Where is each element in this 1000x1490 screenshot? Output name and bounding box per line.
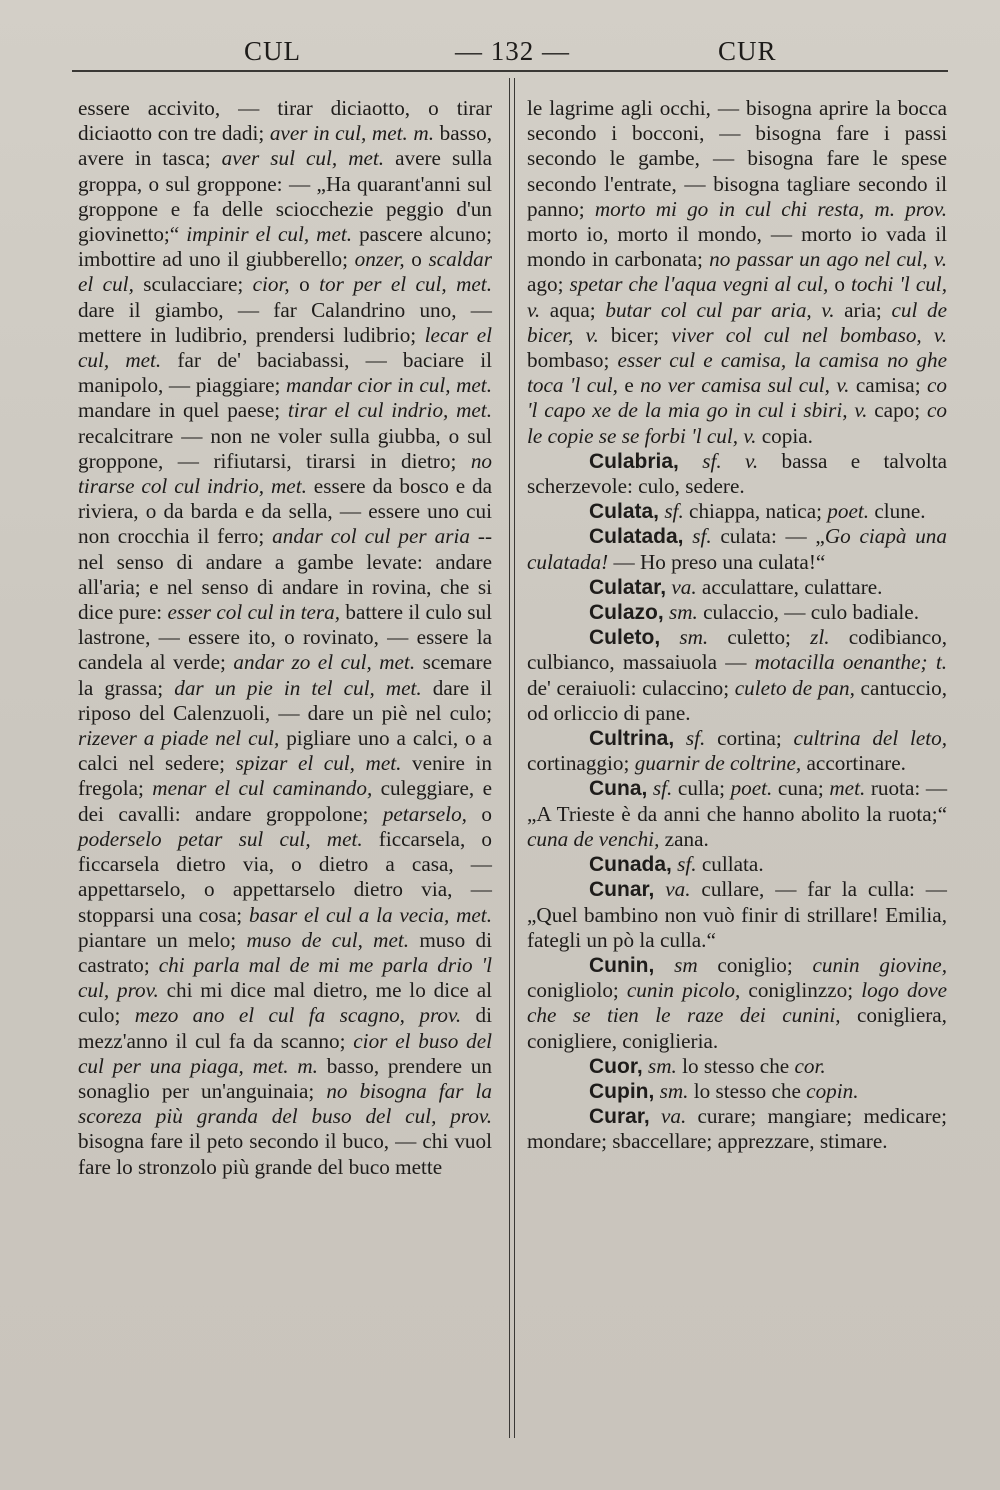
headword: Curar, <box>589 1105 650 1129</box>
text-run: accortinare. <box>801 751 906 776</box>
italic-phrase: Go ciapà una culatada! <box>527 524 947 574</box>
text-run: chi mi dice mal dietro, me lo dice al culo; <box>78 978 492 1028</box>
text-run: — Ho preso una culata!“ <box>608 549 826 574</box>
text-run: morto io, morto il mondo, — morto io vada il mondo in carbonata; <box>527 222 947 272</box>
dictionary-entry <box>527 575 947 600</box>
header-right-guideword: CUR <box>718 36 777 66</box>
italic-phrase: poderselo petar sul cul, met. <box>78 826 363 851</box>
text-run: venire in fregola; <box>78 751 492 801</box>
headword: Culabria, <box>589 449 679 473</box>
text-run: bombaso; <box>527 348 618 373</box>
italic-phrase: tirar el cul indrio, met. <box>287 398 492 423</box>
text-run: battere il culo sul lastrone, — essere ito, o rovinato, — essere la candela al verde; <box>78 600 492 675</box>
italic-phrase: butar col cul par aria, v. <box>605 297 835 322</box>
text-run: copia. <box>756 423 813 448</box>
text-run: scemare la grassa; <box>78 650 493 700</box>
text-run: muso di castrato; <box>78 927 492 977</box>
text-run: lo stesso che <box>676 1053 795 1078</box>
italic-phrase: no passar un ago nel cul, v. <box>709 247 948 272</box>
text-run: essere da bosco e da riviera, o da barda e da sella, — essere uno cui non crocchia il ferro; <box>78 474 493 549</box>
text-run: cuna; <box>772 776 830 801</box>
dictionary-entry <box>527 1054 947 1079</box>
italic-phrase: sf. <box>652 776 673 801</box>
dictionary-entry <box>527 449 947 499</box>
text-run <box>679 449 702 473</box>
text-run: culeggiare, e dei cavalli: andare groppolone; <box>78 776 492 826</box>
italic-phrase: aver sul cul, met. <box>221 146 385 171</box>
text-run: ficcarsela, o ficcarsela dietro via, o dietro a casa, — appettarselo, o appettarselo dietro via, — stopparsi una cosa; <box>78 826 492 927</box>
text-run: culla; <box>672 776 731 801</box>
italic-phrase: scaldar el cul, <box>78 247 492 297</box>
text-run: culetto; <box>708 625 811 650</box>
text-run: bassa e talvolta scherzevole: culo, sedere. <box>527 448 948 499</box>
dictionary-entry <box>527 726 947 776</box>
italic-phrase: basar el cul a la vecia, met. <box>248 902 492 927</box>
text-run: dare il giambo, — far Calandrino uno, — mettere in ludibrio, prendersi ludibrio; <box>78 297 492 347</box>
italic-phrase: va. <box>671 574 697 599</box>
italic-phrase: esser col cul in tera, <box>167 600 341 625</box>
italic-phrase: menar el cul caminando, <box>152 776 373 801</box>
dictionary-entry <box>527 852 947 877</box>
headword: Culatada, <box>589 525 684 549</box>
text-run: pascere alcuno; imbottire ad uno il giubberello; <box>78 222 492 272</box>
text-run: chiappa, natica; <box>683 499 828 524</box>
text-run: aqua; <box>540 297 606 322</box>
italic-phrase: muso de cul, met. <box>246 927 410 952</box>
text-run: le lagrime agli occhi, — bisogna aprire la bocca secondo i bocconi, — bisogna fare i passi secondo le gambe, — bisogna fare le spese secondo l'entrate, — bisogna tagliare secondo il panno; <box>527 96 947 221</box>
dictionary-entry <box>527 953 947 1054</box>
italic-phrase: spetar che l'aqua vegni al cul, <box>569 272 829 297</box>
italic-phrase: culeto de pan, <box>734 675 855 700</box>
italic-phrase: no ver camisa sul cul, v. <box>640 373 850 398</box>
italic-phrase: cor. <box>794 1053 826 1078</box>
text-run: far de' baciabassi, — baciare il manipolo, — piaggiare; <box>78 348 492 398</box>
text-run: dare il riposo del Calenzuoli, — dare un piè nel culo; <box>78 675 492 725</box>
italic-phrase: sf. <box>677 852 697 877</box>
dictionary-entry <box>527 600 947 625</box>
text-run: piantare un melo; <box>78 927 247 952</box>
italic-phrase: andar zo el cul, met. <box>233 650 416 675</box>
italic-phrase: va. <box>665 877 691 902</box>
text-run: pigliare uno a calci, o a calci nel sedere; <box>78 726 492 776</box>
dictionary-entry <box>527 625 947 726</box>
text-run: culaccio, — culo badiale. <box>697 600 920 625</box>
headword: Culatar, <box>589 575 667 599</box>
italic-phrase: sf. <box>685 726 706 751</box>
text-run <box>654 953 674 977</box>
headword: Cultrina, <box>589 727 675 751</box>
dictionary-entry <box>527 499 947 524</box>
text-run: zana. <box>659 826 709 851</box>
italic-phrase: mezo ano el cul fa scagno, prov. <box>134 1003 462 1028</box>
entry-continuation <box>527 96 947 449</box>
text-run <box>684 524 693 548</box>
italic-phrase: no tirarse col cul indrio, met. <box>78 448 492 499</box>
headword: Cunin, <box>589 953 655 977</box>
text-run: capo; <box>867 398 927 423</box>
italic-phrase: cunin picolo, <box>626 978 741 1003</box>
italic-phrase: spizar el cul, met. <box>235 751 402 776</box>
italic-phrase: sm. <box>668 600 698 625</box>
italic-phrase: cultrina del leto, <box>793 726 948 751</box>
text-run: o <box>289 272 320 297</box>
text-run: lo stesso che <box>688 1078 807 1103</box>
italic-phrase: cior, <box>252 272 290 297</box>
text-run: coniglio; <box>697 952 813 977</box>
right-column <box>527 96 947 1155</box>
italic-phrase: rizever a piade nel cul, <box>78 726 280 751</box>
text-run: essere accivito, — tirar diciaotto, o tirar diciaotto con tre dadi; <box>78 96 492 146</box>
italic-phrase: dar un pie in tel cul, met. <box>174 675 422 700</box>
headword: Culazo, <box>589 601 664 625</box>
italic-phrase: sm <box>674 952 698 977</box>
italic-phrase: cunin giovine, <box>812 952 947 977</box>
italic-phrase: onzer, <box>354 247 405 272</box>
italic-phrase: cul de bicer, v. <box>527 297 947 347</box>
headword: Cuor, <box>589 1054 643 1078</box>
text-run: ago; <box>527 272 570 297</box>
entry-continuation <box>78 96 492 1180</box>
dictionary-entry <box>527 1079 947 1104</box>
header-left-guideword: CUL <box>244 36 301 66</box>
italic-phrase: sm. <box>679 625 709 650</box>
text-run: bicer; <box>598 322 672 347</box>
text-run <box>654 877 665 901</box>
text-run: conigliolo; <box>527 978 627 1003</box>
italic-phrase: sf. <box>664 499 684 524</box>
italic-phrase: co 'l capo xe de la mia go in cul i sbiri, v. <box>527 373 948 423</box>
text-run: o <box>404 247 429 272</box>
text-run: ruota: — „A Trieste è da anni che hanno abolito la ruota;“ <box>527 776 948 826</box>
text-run: sculacciare; <box>133 272 253 297</box>
text-run <box>674 726 686 750</box>
headword: Cunar, <box>589 878 655 902</box>
headword: Culata, <box>589 500 660 524</box>
text-run: cantuccio, od orliccio di pane. <box>527 675 948 725</box>
italic-phrase: logo dove che se tien le raze dei cunini, <box>527 978 948 1028</box>
italic-phrase: viver col cul nel bombaso, v. <box>671 322 948 347</box>
italic-phrase: chi parla mal de mi me parla drio 'l cul, prov. <box>78 952 492 1003</box>
text-run: conigliera, conigliere, coniglieria. <box>527 1003 947 1053</box>
italic-phrase: esser cul e camisa, la camisa no ghe toca 'l cul, <box>527 348 947 398</box>
text-run: cullata. <box>696 852 764 877</box>
text-run: cortina; <box>705 726 794 751</box>
dictionary-entry <box>527 776 947 852</box>
italic-phrase: aver in cul, met. m. <box>269 121 435 146</box>
italic-phrase: petarselo, <box>382 801 467 826</box>
italic-phrase: co le copie se se forbi 'l cul, v. <box>527 398 947 448</box>
text-run: e <box>617 373 641 398</box>
text-run: o <box>828 272 851 297</box>
italic-phrase: sf. <box>692 524 712 549</box>
italic-phrase: sm. <box>659 1078 689 1103</box>
text-run: cortinaggio; <box>527 751 635 776</box>
text-run: avere sulla groppa, o sul groppone: — „Ha quarant'anni sul groppone e fa delle sciocchezie peggio d'un giovinetto;“ <box>78 146 492 247</box>
header-rule <box>72 70 948 72</box>
text-run: basso, avere in tasca; <box>78 121 492 171</box>
italic-phrase: cuna de venchi, <box>527 826 660 851</box>
italic-phrase: tochi 'l cul, v. <box>527 272 947 322</box>
headword: Cupin, <box>589 1079 655 1103</box>
italic-phrase: cior el buso del cul per una piaga, met. m. <box>78 1028 492 1078</box>
italic-phrase: met. <box>829 776 866 801</box>
text-run: de' ceraiuoli: culaccino; <box>527 675 735 700</box>
italic-phrase: mandar cior in cul, met. <box>286 373 492 398</box>
text-run: -- nel senso di andare a gambe levate: andare all'aria; e nel senso di andare in rovina, che si dice pure: <box>78 524 493 625</box>
text-run: culata: — „ <box>711 524 825 549</box>
page-number: — 132 — <box>455 36 570 66</box>
text-run: acculattare, culattare. <box>696 574 883 599</box>
text-run: codibianco, culbianco, massaiuola — <box>527 625 947 675</box>
italic-phrase: tor per el cul, met. <box>319 272 492 297</box>
text-run: coniglinzzo; <box>740 978 862 1003</box>
headword: Cuna, <box>589 777 648 801</box>
headword: Culeto, <box>589 626 661 650</box>
dictionary-entry <box>527 1104 947 1154</box>
italic-phrase: copin. <box>806 1078 859 1103</box>
italic-phrase: sf. v. <box>702 448 759 473</box>
left-column <box>78 96 492 1180</box>
italic-phrase: poet. <box>827 499 870 524</box>
text-run: di mezz'anno il cul fa da scanno; <box>78 1003 492 1053</box>
italic-phrase: sm. <box>647 1053 677 1078</box>
text-run: recalcitrare — non ne voler sulla giubba, o sul groppone, — rifiutarsi, tirarsi in dietro; <box>78 423 492 473</box>
text-run: cullare, — far la culla: — „Quel bambino non vuò finir di strillare! Emilia, fategli un pò la culla.“ <box>527 877 947 952</box>
column-divider <box>509 78 515 1438</box>
italic-phrase: va. <box>660 1104 687 1129</box>
text-run: aria; <box>834 297 892 322</box>
italic-phrase: zl. <box>810 625 830 650</box>
text-run: curare; mangiare; medicare; mondare; sbaccellare; apprezzare, stimare. <box>527 1104 948 1154</box>
dictionary-entry <box>527 524 947 574</box>
page-header <box>72 30 948 66</box>
text-run <box>660 625 679 649</box>
text-run: camisa; <box>849 373 928 398</box>
text-run: clune. <box>869 499 926 524</box>
italic-phrase: lecar el cul, met. <box>78 322 492 373</box>
text-run: mandare in quel paese; <box>78 398 288 423</box>
text-run: o <box>466 801 492 826</box>
italic-phrase: morto mi go in cul chi resta, m. prov. <box>594 196 947 221</box>
text-run <box>650 1104 661 1128</box>
italic-phrase: motacilla oenanthe; t. <box>754 650 948 675</box>
dictionary-entry <box>527 877 947 953</box>
italic-phrase: no bisogna far la scoreza più granda del buso del cul, prov. <box>78 1078 493 1129</box>
italic-phrase: impinir el cul, met. <box>186 222 353 247</box>
italic-phrase: guarnir de coltrine, <box>634 751 802 776</box>
text-run: bisogna fare il peto secondo il buco, — chi vuol fare lo stronzolo più grande del buco mette <box>78 1129 492 1179</box>
text-run: basso, prendere un sonaglio per un'anguinaia; <box>78 1053 492 1103</box>
headword: Cunada, <box>589 853 672 877</box>
italic-phrase: poet. <box>730 776 773 801</box>
italic-phrase: andar col cul per aria <box>272 524 470 549</box>
